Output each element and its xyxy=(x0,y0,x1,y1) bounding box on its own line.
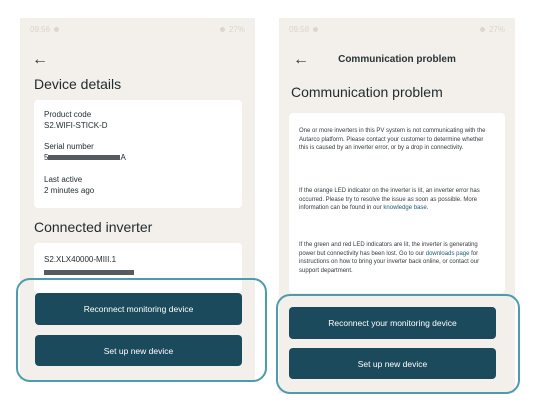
page-title: Device details xyxy=(34,76,122,92)
signal-icon xyxy=(480,27,485,32)
signal-icon xyxy=(220,27,225,32)
reconnect-monitoring-device-button[interactable]: Reconnect your monitoring device xyxy=(289,307,496,339)
info-paragraph: One or more inverters in this PV system is not communicating with the Autarco platform. Please contact your customer to determine whether this is caused by an inverter error, or by a drop in connectivity. xyxy=(299,128,486,152)
device-info-card xyxy=(34,100,242,208)
last-active-value: 2 minutes ago xyxy=(44,186,95,195)
paragraph-text: for instructions on how to bring your inverter back online, or contact our support department. xyxy=(299,250,480,274)
last-active-field xyxy=(44,174,94,196)
status-battery: 27% xyxy=(488,24,505,34)
back-arrow-icon[interactable]: ← xyxy=(32,51,48,68)
problem-info-card xyxy=(289,113,505,293)
serial-number-value xyxy=(44,152,126,163)
inverter-serial xyxy=(44,267,134,278)
redaction-bar xyxy=(44,270,134,275)
status-bar xyxy=(279,18,515,40)
set-up-new-device-button[interactable]: Set up new device xyxy=(35,335,242,366)
set-up-new-device-button[interactable]: Set up new device xyxy=(289,348,496,379)
reconnect-monitoring-device-button[interactable]: Reconnect monitoring device xyxy=(35,293,242,325)
serial-number-field xyxy=(44,141,126,163)
redaction-bar xyxy=(48,155,120,160)
status-time: 09:56 xyxy=(30,24,51,34)
button-group-highlight xyxy=(16,278,267,382)
knowledge-base-link[interactable]: knowledge base xyxy=(383,205,427,212)
info-paragraph xyxy=(299,187,493,213)
section-title: Connected inverter xyxy=(34,219,153,235)
product-code-field xyxy=(44,109,108,131)
serial-prefix: 5 xyxy=(44,153,49,162)
serial-suffix: A xyxy=(120,153,126,162)
header-title: Communication problem xyxy=(338,54,456,65)
paragraph-text: If the green and red LED indicators are lit, the inverter is generating power but connectivity has been lost. Go to our xyxy=(299,242,478,257)
paragraph-text: . xyxy=(426,205,429,212)
notification-icon xyxy=(313,27,318,32)
notification-icon xyxy=(54,27,59,32)
product-code-value: S2.WIFI-STICK-D xyxy=(44,121,108,130)
back-arrow-icon[interactable]: ← xyxy=(293,51,309,68)
downloads-page-link[interactable]: downloads page xyxy=(425,250,470,257)
info-paragraph xyxy=(299,241,493,275)
button-group-highlight xyxy=(276,294,520,394)
page-title: Communication problem xyxy=(291,84,443,100)
status-bar xyxy=(20,18,255,40)
paragraph-text: If the orange LED indicator on the inverter is lit, an inverter error has occurred. Please try to resolve the issue as soon as possible. More information can be found in our xyxy=(299,188,480,212)
status-time: 09:58 xyxy=(289,24,310,34)
inverter-model: S2.XLX40000-MIII.1 xyxy=(44,255,117,264)
status-battery: 27% xyxy=(228,24,245,34)
product-code-label: Product code xyxy=(44,110,92,119)
last-active-label: Last active xyxy=(44,175,83,184)
serial-number-label: Serial number xyxy=(44,142,94,151)
